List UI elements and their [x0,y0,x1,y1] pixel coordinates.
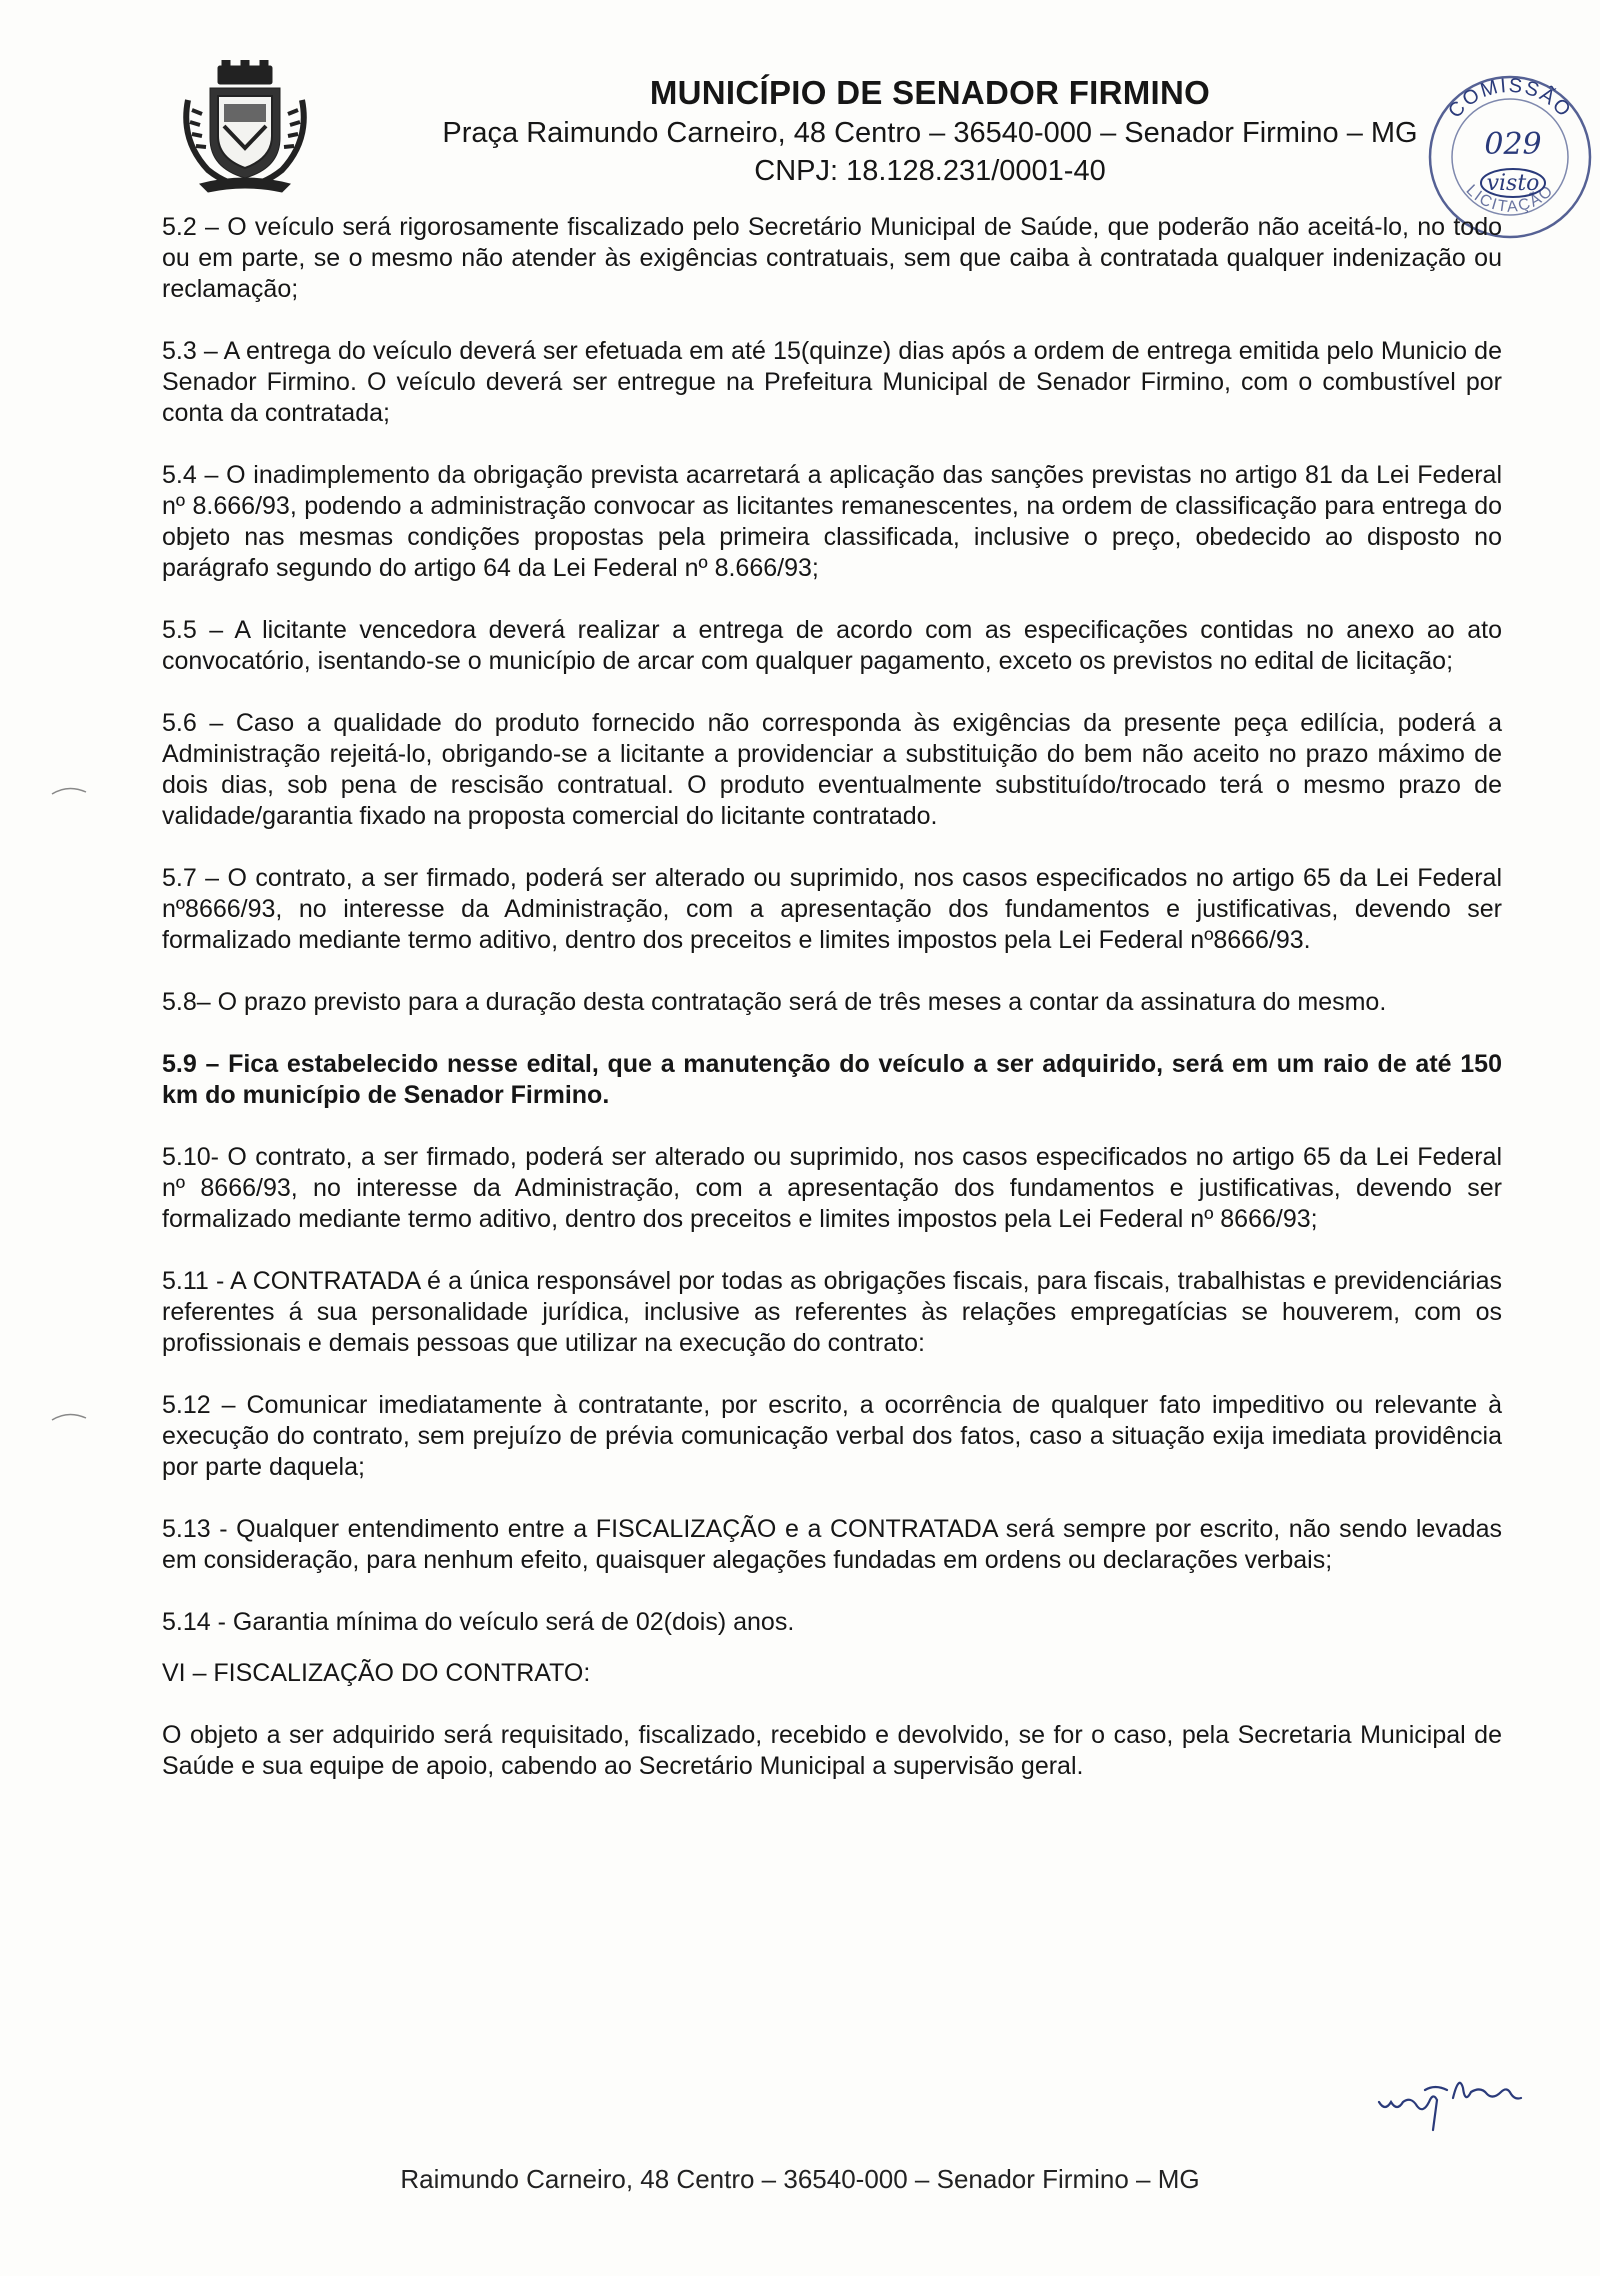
document-body [162,212,1502,1813]
paragraph-5-3: 5.3 – A entrega do veículo deverá ser efetuada em até 15(quinze) dias após a ordem de entrega emitida pelo Municio de Senador Firmino. O veículo deverá ser entregue na Prefeitura Municipal de Senador Firmino, com o combustível por conta da contratada; [162,337,1502,427]
section-vi-title: VI – FISCALIZAÇÃO DO CONTRATO: [162,1659,591,1687]
stamp-number: 029 [1484,127,1542,162]
paragraph-5-13: 5.13 - Qualquer entendimento entre a FISCALIZAÇÃO e a CONTRATADA será sempre por escrito, não sendo levadas em consideração, para nenhum efeito, quaisquer alegações fundadas em ordens ou declarações verbais; [162,1515,1502,1574]
municipal-crest-icon [180,60,310,200]
paragraph-5-14: 5.14 - Garantia mínima do veículo será de 02(dois) anos. [162,1608,795,1636]
paragraph-5-7: 5.7 – O contrato, a ser firmado, poderá ser alterado ou suprimido, nos casos especificados no artigo 65 da Lei Federal nº8666/93, no interesse da Administração, com a apresentação dos fundamentos e justificativas, devendo ser formalizado mediante termo aditivo, dentro dos preceitos e limites impostos pela Lei Federal nº8666/93. [162,864,1502,954]
section-vi-text: O objeto a ser adquirido será requisitado, fiscalizado, recebido e devolvido, se for o caso, pela Secretaria Municipal de Saúde e sua equipe de apoio, cabendo ao Secretário Municipal a supervisão geral. [162,1721,1502,1780]
margin-mark [50,784,90,796]
municipality-title: MUNICÍPIO DE SENADOR FIRMINO [649,74,1211,111]
paragraph-5-5: 5.5 – A licitante vencedora deverá realizar a entrega de acordo com as especificações contidas no anexo ao ato convocatório, isentando-se o município de arcar com qualquer pagamento, exceto os previstos no edital de licitação; [162,616,1502,675]
municipality-address: Praça Raimundo Carneiro, 48 Centro – 36540-000 – Senador Firmino – MG [442,117,1418,149]
stamp-visto: visto [1486,171,1540,196]
paragraph-5-6: 5.6 – Caso a qualidade do produto fornecido não corresponda às exigências da presente peça edilícia, poderá a Administração rejeitá-lo, obrigando-se a licitante a providenciar a substituição do bem não aceito no prazo máximo de dois dias, sob pena de rescisão contratual. O produto eventualmente substituído/trocado terá o mesmo prazo de validade/garantia fixado na proposta comercial do licitante contratado. [162,709,1502,830]
page-footer: Raimundo Carneiro, 48 Centro – 36540-000 – Senador Firmino – MG [400,2164,1200,2194]
paragraph-5-8: 5.8– O prazo previsto para a duração desta contratação será de três meses a contar da assinatura do mesmo. [162,988,1387,1016]
handwritten-signature [1375,2068,1535,2138]
paragraph-5-4: 5.4 – O inadimplemento da obrigação prevista acarretará a aplicação das sanções previstas no artigo 81 da Lei Federal nº 8.666/93, podendo a administração convocar as licitantes remanescentes, na ordem de classificação para entrega do objeto nas mesmas condições propostas pela primeira classificada, inclusive o preço, obedecido ao disposto no parágrafo segundo do artigo 64 da Lei Federal nº 8.666/93; [162,461,1502,582]
paragraph-5-12: 5.12 – Comunicar imediatamente à contratante, por escrito, a ocorrência de qualquer fato impeditivo ou relevante à execução do contrato, sem prejuízo de prévia comunicação verbal dos fatos, caso a situação exija imediata providência por parte daquela; [162,1391,1502,1481]
letterhead [380,72,1480,190]
municipality-cnpj: CNPJ: 18.128.231/0001-40 [754,155,1106,187]
paragraph-5-11: 5.11 - A CONTRATADA é a única responsável por todas as obrigações fiscais, para fiscais, trabalhistas e previdenciárias referentes á sua personalidade jurídica, inclusive as referentes às relações empregatícias se houverem, com os profissionais e demais pessoas que utilizar na execução do contrato: [162,1267,1502,1357]
paragraph-5-2: 5.2 – O veículo será rigorosamente fiscalizado pelo Secretário Municipal de Saúde, que poderão não aceitá-lo, no todo ou em parte, se o mesmo não atender às exigências contratuais, sem que caiba à contratada qualquer indenização ou reclamação; [162,213,1502,303]
paragraph-5-9: 5.9 – Fica estabelecido nesse edital, que a manutenção do veículo a ser adquirido, será em um raio de até 150 km do município de Senador Firmino. [162,1050,1502,1109]
paragraph-5-10: 5.10- O contrato, a ser firmado, poderá ser alterado ou suprimido, nos casos especificados no artigo 65 da Lei Federal nº 8666/93, no interesse da Administração, com a apresentação dos fundamentos e justificativas, devendo ser formalizado mediante termo aditivo, dentro dos preceitos e limites impostos pela Lei Federal nº 8666/93; [162,1143,1502,1233]
stamp-top-text: COMISSÃO [1444,74,1576,123]
stamp-bottom-text: LICITAÇÃO [1462,181,1558,216]
margin-mark [50,1410,90,1422]
